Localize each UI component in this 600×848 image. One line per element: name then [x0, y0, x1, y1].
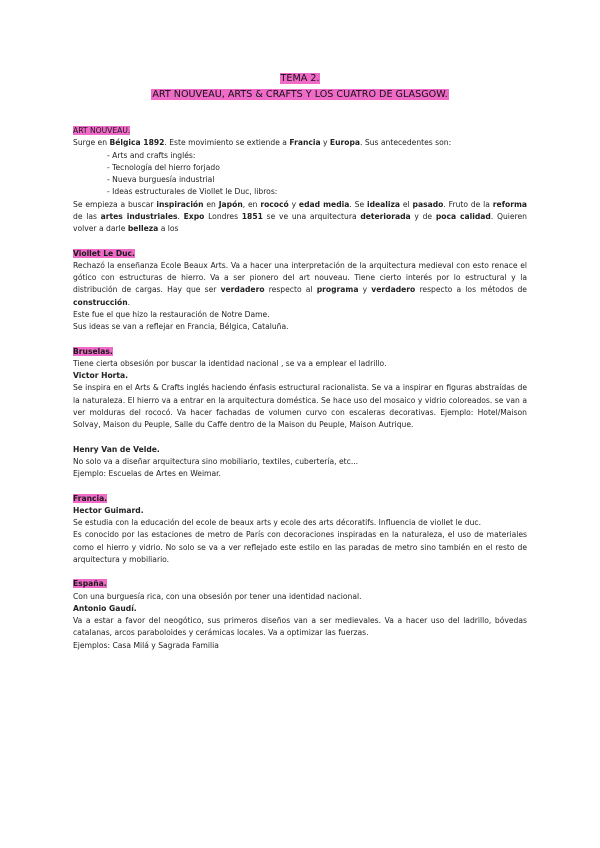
- subheading-hector-guimard: Hector Guimard.: [73, 505, 144, 515]
- gaudi-example: Ejemplos: Casa Milá y Sagrada Familia: [73, 640, 219, 650]
- art-nouveau-paragraph: Se empieza a buscar inspiración en Japón, en rococó y edad media. Se idealiza el pasado. Fruto de la reforma de las artes industriales. Expo Londres 1851 se ve una arquitectura deteriorada y de poca calidad. Quieren volver a darle belleza a los: [73, 199, 527, 233]
- document-body: [73, 125, 527, 652]
- subheading-victor-horta: Victor Horta.: [73, 371, 129, 380]
- horta-paragraph: Se inspira en el Arts & Crafts inglés haciendo énfasis estructural racionalista. Se va a inspirar en figuras abstraídas de la naturaleza. El hierro va a entrar en la arquitectura doméstica. Se hace uso del mosaico y vidrio coloreados. se van a ver molduras del rococó. Va hacer fachadas de volumen curvo con escaleras decorativas. Ejemplo: Hotel/Maison Solvay, Maison du Peuple, Salle du Caffe dentro de la Maison du Peuple, Maison Autrique.: [73, 383, 527, 429]
- espana-line: Con una burguesía rica, con una obsesión por tener una identidad nacional.: [73, 591, 362, 601]
- gaudi-paragraph: Va a estar a favor del neogótico, sus primeros diseños van a ser medievales. Va a hacer uso del ladrillo, bóvedas catalanas, arcos paraboloides y cerámicas locales. Va a optimizar las fuerzas.: [73, 616, 527, 638]
- vandevelde-example: Ejemplo: Escuelas de Artes en Weimar.: [73, 469, 221, 478]
- viollet-line: Sus ideas se van a reflejar en Francia, Bélgica, Cataluña.: [73, 322, 289, 331]
- subheading-van-de-velde: Henry Van de Velde.: [73, 444, 160, 454]
- list-item: - Tecnología del hierro forjado: [107, 162, 220, 172]
- list-item: - Ideas estructurales de Viollet le Duc, libros:: [107, 187, 278, 197]
- section-heading-bruselas: Bruselas.: [73, 346, 113, 356]
- list-item: - Nueva burguesía industrial: [107, 175, 215, 184]
- guimard-paragraph: Es conocido por las estaciones de metro de París con decoraciones inspiradas en la naturaleza, el uso de materiales como el hierro y vidrio. No solo se va a ver reflejado este estilo en las paradas de metro sino también en el resto de arquitectura y mobiliario.: [73, 530, 527, 564]
- art-nouveau-intro: Surge en Bélgica 1892. Este movimiento se extiende a Francia y Europa. Sus antecedentes son:: [73, 138, 452, 148]
- section-heading-francia: Francia.: [73, 493, 108, 503]
- document-title: ART NOUVEAU, ARTS & CRAFTS Y LOS CUATRO DE GLASGOW.: [152, 89, 448, 100]
- guimard-line: Se estudia con la educación del ecole de beaux arts y ecole des arts décoratifs. Influencia de viollet le duc.: [73, 518, 481, 527]
- topic-number: TEMA 2.: [280, 73, 320, 84]
- section-heading-art-nouveau: ART NOUVEAU.: [73, 126, 131, 135]
- vandevelde-line: No solo va a diseñar arquitectura sino mobiliario, textiles, cubertería, etc...: [73, 456, 359, 466]
- list-item: - Arts and crafts inglés:: [107, 150, 196, 160]
- viollet-paragraph: Rechazó la enseñanza Ecole Beaux Arts. Va a hacer una interpretación de la arquitectura medieval con esto renace el gótico con estructuras de hierro. Va a ser pionero del art nouveau. Tiene cierto interés por lo estructural y la distribución de cargas. Hay que ser verdadero respecto al programa y verdadero respecto a los métodos de construcción.: [73, 260, 527, 307]
- section-heading-espana: España.: [73, 579, 107, 589]
- bruselas-line: Tiene cierta obsesión por buscar la identidad nacional , se va a emplear el ladrillo.: [73, 358, 387, 368]
- section-heading-viollet: Viollet Le Duc.: [73, 248, 135, 258]
- viollet-line: Este fue el que hizo la restauración de Notre Dame.: [73, 309, 270, 319]
- subheading-antonio-gaudi: Antonio Gaudí.: [73, 603, 137, 613]
